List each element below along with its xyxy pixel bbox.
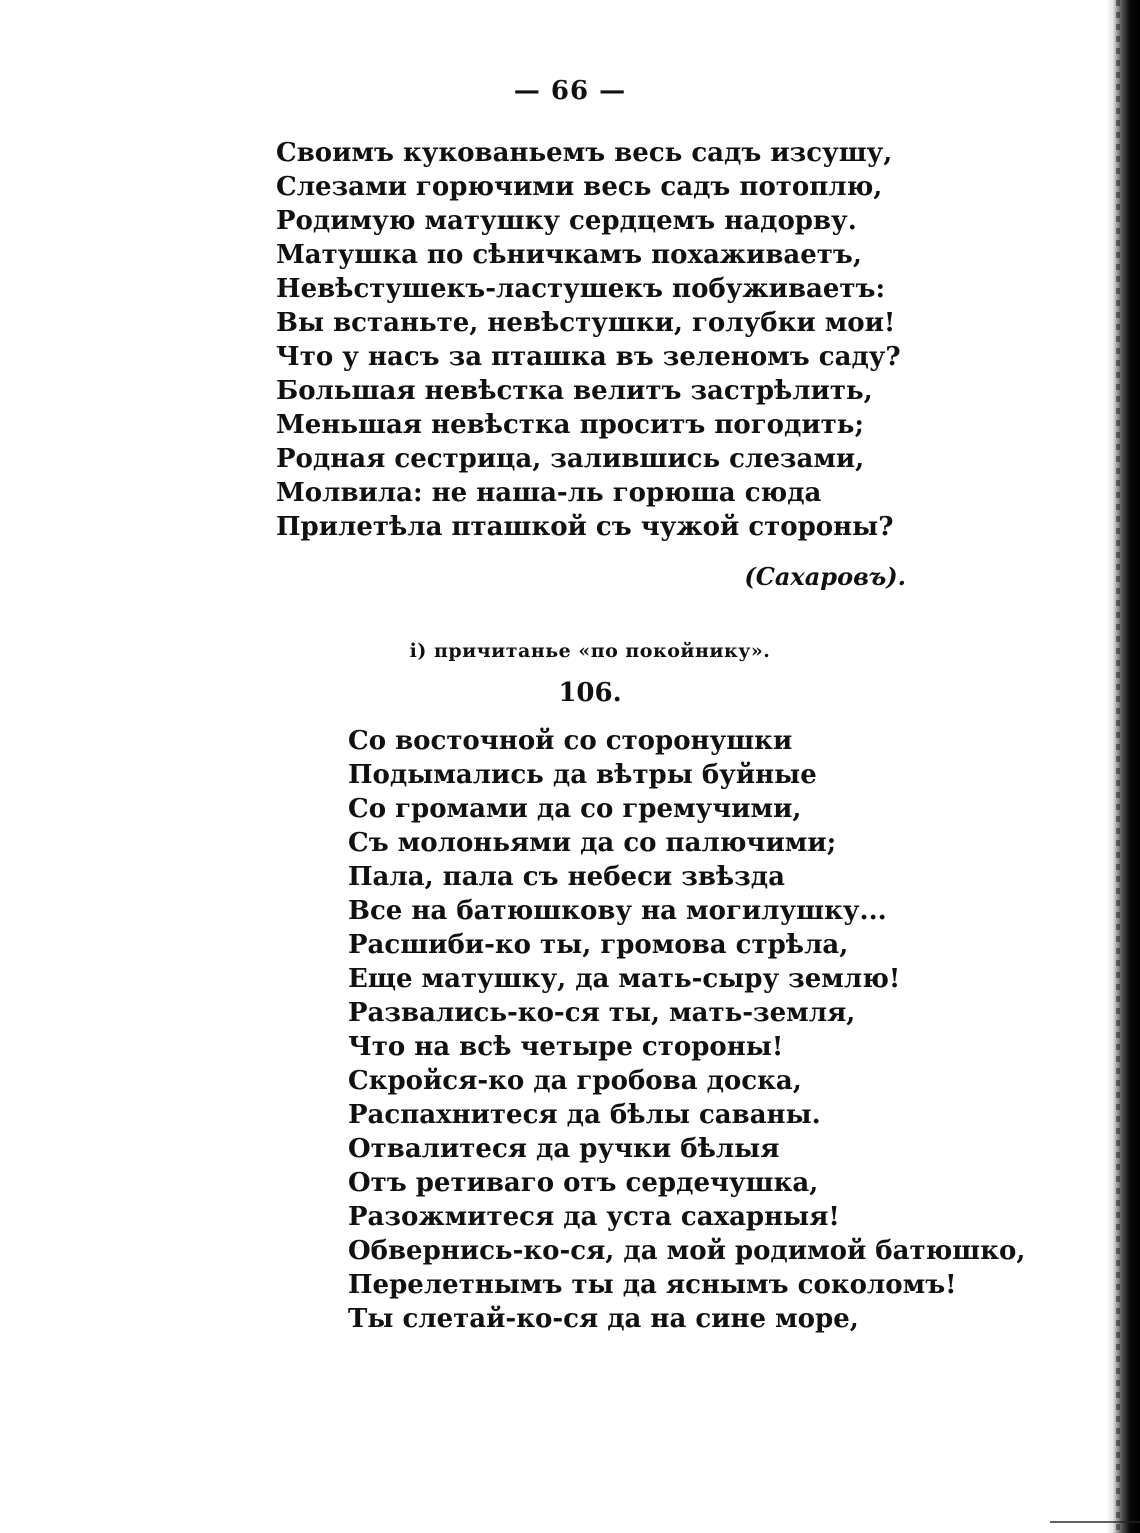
poem-line: Своимъ кукованьемъ весь садъ изсушу, xyxy=(276,138,893,168)
page-number: — 66 — xyxy=(513,76,627,106)
poem-line: Вы встаньте, невѣстушки, голубки мои! xyxy=(276,308,896,338)
poem-line: Распахнитеся да бѣлы саваны. xyxy=(348,1100,821,1130)
poem-line: Невѣстушекъ-ластушекъ побуживаетъ: xyxy=(276,274,886,304)
poem-number: 106. xyxy=(558,678,622,708)
poem-line: Со восточной со сторонушки xyxy=(348,726,793,756)
poem-line: Родимую матушку сердцемъ надорву. xyxy=(276,206,857,236)
poem-line: Родная сестрица, залившись слезами, xyxy=(276,444,865,474)
section-heading: і) причитанье «по покойнику». xyxy=(409,640,771,662)
scan-edge-shadow xyxy=(1106,0,1140,1533)
poem-continuation xyxy=(276,136,901,544)
poem-line: Что на всѣ четыре стороны! xyxy=(348,1032,784,1062)
poem-line: Развались-ко-ся ты, мать-земля, xyxy=(348,998,856,1028)
poem-line: Матушка по сѣничкамъ похаживаетъ, xyxy=(276,240,862,270)
poem-attribution: (Сахаровъ). xyxy=(744,562,906,591)
poem-line: Слезами горючими весь садъ потоплю, xyxy=(276,172,883,202)
poem-line: Прилетѣла пташкой съ чужой стороны? xyxy=(276,512,894,542)
scan-edge-mark xyxy=(1050,1521,1140,1523)
poem-line: Со громами да со гремучими, xyxy=(348,794,802,824)
poem-line: Расшиби-ко ты, громова стрѣла, xyxy=(348,930,849,960)
poem-line: Ты слетай-ко-ся да на сине море, xyxy=(348,1304,859,1334)
poem-line: Подымались да вѣтры буйные xyxy=(348,760,817,790)
poem-line: Еще матушку, да мать-сыру землю! xyxy=(348,964,901,994)
poem-line: Разожмитеся да уста сахарныя! xyxy=(348,1202,840,1232)
poem-line: Большая невѣстка велитъ застрѣлить, xyxy=(276,376,873,406)
poem-line: Перелетнымъ ты да яснымъ соколомъ! xyxy=(348,1270,957,1300)
poem-line: Отъ ретиваго отъ сердечушка, xyxy=(348,1168,819,1198)
poem-line: Скройся-ко да гробова доска, xyxy=(348,1066,802,1096)
poem-line: Пала, пала съ небеси звѣзда xyxy=(348,862,785,892)
poem-line: Съ молоньями да со палючими; xyxy=(348,828,837,858)
poem-line: Все на батюшкову на могилушку... xyxy=(348,896,887,926)
poem-line: Обвернись-ко-ся, да мой родимой батюшко, xyxy=(348,1236,1026,1266)
poem-lament xyxy=(348,724,1025,1336)
poem-line: Меньшая невѣстка проситъ погодить; xyxy=(276,410,864,440)
poem-line: Что у насъ за пташка въ зеленомъ саду? xyxy=(276,342,901,372)
poem-line: Молвила: не наша-ль горюша сюда xyxy=(276,478,822,508)
poem-line: Отвалитеся да ручки бѣлыя xyxy=(348,1134,780,1164)
